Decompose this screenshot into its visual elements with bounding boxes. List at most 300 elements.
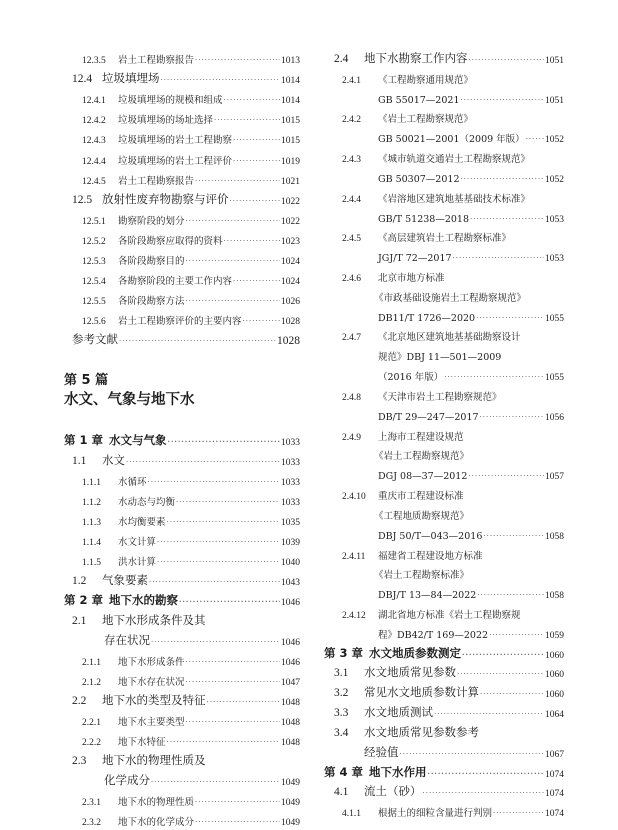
toc-entry[interactable] [64, 227, 300, 247]
toc-entry-title: 垃圾填埋场的岩土工程评价 [118, 155, 233, 167]
leader-dots [243, 315, 280, 327]
leader-dots [207, 696, 281, 708]
toc-entry-title: 《高层建筑岩土工程勘察标准》 [378, 233, 512, 245]
toc-entry-title: 垃圾填埋场的岩土工程勘察 [118, 135, 233, 147]
toc-entry[interactable] [324, 581, 564, 601]
toc-entry-title: 福建省工程建设地方标准 [378, 550, 483, 562]
toc-entry-page: 1056 [545, 412, 564, 423]
leader-dots [179, 596, 280, 608]
toc-entry-title: 《工程地质勘察规范》 [374, 510, 470, 522]
toc-entry-title: GB 50021—2001（2009 年版） [378, 134, 525, 146]
leader-dots [400, 748, 545, 760]
leader-dots [186, 255, 280, 267]
toc-entry-title: 北京市地方标准 [378, 273, 445, 285]
toc-entry-page: 1059 [545, 630, 564, 641]
toc-entry-number: 2.3.2 [82, 818, 101, 828]
toc-entry[interactable] [64, 648, 300, 668]
toc-entry-number: 12.4 [72, 73, 93, 86]
toc-entry-title: 地下水主要类型 [118, 717, 185, 728]
leader-dots [149, 576, 280, 588]
toc-entry[interactable] [324, 323, 564, 343]
toc-entry-number: 12.5 [72, 193, 93, 206]
toc-entry-title: DB/T 29—247—2017 [378, 411, 479, 423]
toc-entry-page: 1067 [545, 749, 564, 760]
toc-entry-number: 2.1 [72, 615, 87, 627]
toc-entry-title: 各阶段勘察目的 [118, 256, 185, 267]
toc-entry-number: 3.4 [334, 726, 349, 739]
leader-dots [126, 456, 280, 468]
toc-entry-number: 2.2.1 [82, 718, 101, 728]
toc-entry[interactable] [324, 621, 564, 641]
toc-entry-number: 12.4.3 [82, 136, 106, 147]
toc-entry-title: DBJ 50/T—043—2016 [378, 530, 483, 542]
toc-entry-number: 2.4.7 [342, 333, 361, 344]
toc-entry-page: 1060 [545, 650, 564, 661]
toc-entry[interactable] [324, 482, 564, 502]
toc-entry-page: 1033 [281, 438, 300, 448]
toc-entry-page: 1024 [281, 257, 300, 267]
toc-entry-title: 地下水作用 [369, 764, 427, 779]
toc-entry[interactable] [64, 267, 300, 287]
toc-entry-number: 2.4.2 [342, 115, 361, 126]
leader-dots [434, 708, 544, 720]
leader-dots [468, 470, 544, 482]
toc-entry-title: 地下水的类型及特征 [102, 693, 206, 707]
toc-entry-number: 1.1.4 [82, 538, 101, 548]
toc-entry-title: 地下水形成条件 [118, 657, 185, 668]
toc-entry[interactable] [64, 788, 300, 808]
toc-entry-page: 1074 [545, 769, 564, 780]
toc-entry-title: 放射性废弃物勘察与评价 [102, 191, 229, 206]
toc-entry-number: 2.4.10 [342, 492, 366, 503]
toc-entry-number: 12.5.5 [82, 297, 106, 308]
toc-entry-page: 1053 [545, 214, 564, 225]
toc-entry[interactable] [64, 448, 300, 468]
toc-entry-page: 1064 [545, 710, 564, 721]
toc-entry-number: 12.4.1 [82, 96, 106, 107]
toc-entry[interactable] [324, 185, 564, 205]
toc-entry[interactable] [64, 668, 300, 688]
toc-entry-number: 2.2.2 [82, 738, 101, 748]
leader-dots [151, 636, 280, 648]
toc-entry-title: 《城市轨道交通岩土工程勘察规范》 [378, 154, 531, 166]
toc-entry-page: 1052 [545, 174, 564, 185]
toc-entry[interactable] [64, 46, 300, 66]
leader-dots [233, 134, 280, 146]
toc-entry[interactable] [324, 403, 564, 423]
toc-entry[interactable] [324, 105, 564, 125]
toc-entry-title: 各阶段勘察方法 [118, 296, 185, 308]
leader-dots [423, 787, 545, 799]
leader-dots [186, 716, 280, 728]
toc-entry[interactable] [324, 86, 564, 106]
toc-entry-page: 1028 [281, 317, 300, 328]
toc-entry-title: 地下水形成条件及其 [102, 613, 206, 627]
toc-entry-title: 《市政基础设施岩土工程勘察规范》 [374, 292, 527, 304]
toc-entry-number: 3.1 [334, 667, 349, 680]
toc-entry-title: GB 55017—2021 [378, 94, 460, 106]
toc-entry-number: 12.3.5 [82, 56, 106, 66]
toc-entry-page: 1047 [281, 678, 300, 688]
toc-entry-title: 地下水的化学成分 [118, 817, 195, 828]
toc-entry[interactable] [324, 561, 564, 581]
toc-entry[interactable] [324, 304, 564, 324]
toc-entry[interactable] [64, 688, 300, 708]
toc-entry-number: 1.1 [72, 455, 87, 467]
toc-entry-title: DB11/T 1726—2020 [378, 312, 476, 324]
toc-entry-number: 第 3 章 [324, 645, 364, 660]
toc-entry-page: 1057 [545, 472, 564, 483]
leader-dots [176, 496, 280, 508]
toc-entry[interactable] [64, 327, 300, 347]
toc-entry-title: DGJ 08—37—2012 [378, 471, 468, 483]
toc-entry-title: 《岩土工程勘察规范》 [378, 114, 474, 126]
toc-entry-title: 存在状况 [104, 633, 150, 647]
leader-dots [167, 736, 280, 748]
toc-entry[interactable] [64, 428, 300, 448]
toc-entry[interactable] [324, 720, 564, 740]
toc-entry[interactable] [64, 106, 300, 126]
leader-dots [119, 335, 276, 347]
toc-entry-title: 《岩溶地区建筑地基基础技术标准》 [378, 193, 531, 205]
toc-entry[interactable] [324, 66, 564, 86]
toc-entry-title: 水文地质测试 [364, 705, 433, 720]
toc-entry-page: 1014 [281, 96, 300, 107]
leader-dots [480, 688, 544, 700]
toc-entry[interactable] [324, 423, 564, 443]
toc-entry-number: 1.1.5 [82, 558, 101, 568]
toc-entry-page: 1021 [281, 176, 300, 187]
toc-entry[interactable] [324, 363, 564, 383]
toc-entry-title: 各勘察阶段的主要工作内容 [118, 276, 233, 288]
toc-entry[interactable] [64, 247, 300, 267]
toc-entry-title: 气象要素 [102, 573, 148, 587]
leader-dots [444, 371, 544, 383]
toc-entry-title: 水文地质常见参数 [364, 665, 456, 680]
leader-dots [186, 656, 280, 668]
toc-entry[interactable] [64, 568, 300, 588]
toc-entry-number: 2.4.11 [342, 551, 366, 562]
toc-entry-title: 水文计算 [118, 537, 157, 548]
toc-entry[interactable] [324, 165, 564, 185]
toc-entry-page: 1046 [281, 658, 300, 668]
toc-entry[interactable] [324, 264, 564, 284]
toc-entry[interactable] [64, 768, 300, 788]
toc-entry-page: 1053 [545, 254, 564, 265]
leader-dots [224, 235, 280, 247]
toc-entry[interactable] [324, 502, 564, 522]
toc-entry-page: 1060 [545, 690, 564, 701]
toc-entry-page: 1055 [545, 313, 564, 324]
toc-entry-number: 3.3 [334, 707, 349, 720]
toc-entry[interactable] [324, 680, 564, 700]
toc-entry-title: 垃圾填埋场的场址选择 [118, 115, 214, 127]
toc-entry-number: 2.4.12 [342, 610, 366, 621]
toc-entry-title: 上海市工程建设规范 [378, 431, 464, 443]
leader-dots [161, 74, 281, 86]
toc-entry[interactable] [324, 660, 564, 680]
toc-entry-number: 3.2 [334, 687, 349, 700]
toc-entry[interactable] [324, 799, 564, 819]
toc-entry-page: 1043 [281, 578, 300, 588]
toc-entry-number: 2.1.1 [82, 658, 101, 668]
toc-entry-page: 1039 [281, 538, 300, 548]
toc-entry-number: 2.4 [334, 53, 349, 65]
toc-entry-number: 12.5.1 [82, 216, 106, 227]
toc-entry-title: 地下水勘察工作内容 [364, 51, 468, 65]
leader-dots [462, 649, 544, 661]
toc-entry-title: 水循环 [118, 477, 147, 488]
toc-entry-title: DBJ/T 13—84—2022 [378, 590, 477, 602]
toc-entry[interactable] [324, 205, 564, 225]
toc-entry-title: 流土（砂） [364, 784, 422, 799]
toc-entry-title: 常见水文地质参数计算 [364, 685, 479, 700]
toc-entry[interactable] [64, 588, 300, 608]
toc-entry-page: 1014 [281, 76, 300, 87]
toc-entry-number: 第 2 章 [64, 593, 104, 607]
toc-entry-title: 勘察阶段的划分 [118, 215, 185, 227]
toc-entry[interactable] [64, 548, 300, 568]
toc-entry[interactable] [324, 700, 564, 720]
toc-entry-number: 第 1 章 [64, 433, 104, 447]
leader-dots [186, 215, 280, 227]
leader-dots [151, 776, 280, 788]
toc-entry[interactable] [64, 207, 300, 227]
toc-entry-title: 洪水计算 [118, 557, 157, 568]
toc-entry-page: 1015 [281, 116, 300, 127]
toc-entry-page: 1074 [545, 809, 564, 820]
toc-entry-number: 2.3.1 [82, 798, 101, 808]
toc-entry[interactable] [324, 442, 564, 462]
toc-entry[interactable] [324, 343, 564, 363]
toc-entry-title: 地下水特征 [118, 737, 166, 748]
toc-entry-page: 1058 [545, 531, 564, 542]
part-title: 水文、气象与地下水 [64, 392, 195, 408]
leader-dots [461, 94, 545, 106]
toc-entry-title: 各阶段勘察应取得的资料 [118, 235, 223, 247]
leader-dots [457, 668, 544, 680]
leader-dots [489, 629, 544, 641]
toc-entry[interactable] [64, 728, 300, 748]
toc-entry[interactable] [324, 542, 564, 562]
toc-entry-title: 地下水存在状况 [118, 677, 185, 688]
toc-entry-number: 1.1.3 [82, 518, 101, 528]
toc-entry[interactable] [64, 147, 300, 167]
leader-dots [453, 252, 544, 264]
toc-entry-title: 地下水的物理性质及 [102, 753, 206, 767]
toc-entry-title: 岩土工程勘察报告 [118, 175, 195, 187]
toc-entry-title: 垃圾填埋场 [102, 71, 160, 86]
toc-entry-number: 12.4.2 [82, 116, 106, 127]
toc-entry-page: 1015 [281, 136, 300, 147]
leader-dots [233, 275, 280, 287]
toc-entry-number: 2.4.6 [342, 274, 361, 285]
leader-dots [168, 436, 280, 448]
toc-entry-number: 2.4.1 [342, 75, 361, 86]
leader-dots [476, 312, 544, 324]
leader-dots [195, 796, 280, 808]
toc-entry-page: 1058 [545, 591, 564, 602]
leader-dots [157, 536, 280, 548]
leader-dots [469, 54, 545, 66]
toc-entry[interactable] [64, 86, 300, 106]
toc-entry-page: 1048 [281, 718, 300, 728]
toc-entry[interactable] [64, 708, 300, 728]
toc-entry-number: 2.2 [72, 695, 87, 707]
toc-entry-page: 1019 [281, 156, 300, 167]
toc-entry-number: 2.4.9 [342, 432, 361, 443]
toc-entry[interactable] [64, 528, 300, 548]
toc-entry-page: 1022 [281, 216, 300, 227]
toc-entry[interactable] [324, 125, 564, 145]
toc-entry-title: 《岩土工程勘察标准》 [374, 570, 470, 582]
toc-entry[interactable] [64, 187, 300, 207]
toc-entry-number: 12.5.2 [82, 236, 106, 247]
toc-entry-page: 1051 [545, 56, 564, 66]
toc-entry[interactable] [64, 287, 300, 307]
toc-entry-number: 2.4.8 [342, 392, 361, 403]
leader-dots [195, 175, 280, 187]
toc-entry[interactable] [324, 522, 564, 542]
toc-entry-title: 岩土工程勘察评价的主要内容 [118, 316, 242, 328]
toc-entry-page: 1048 [281, 698, 300, 708]
leader-dots [186, 295, 280, 307]
toc-entry-title: 《工程勘察通用规范》 [378, 74, 474, 86]
toc-entry[interactable] [324, 601, 564, 621]
toc-entry[interactable] [324, 740, 564, 760]
toc-entry-page: 1046 [281, 638, 300, 648]
leader-dots [477, 589, 544, 601]
toc-entry[interactable] [64, 488, 300, 508]
toc-entry[interactable] [324, 284, 564, 304]
toc-entry-page: 1013 [281, 56, 300, 66]
toc-entry-title: 规范》DBJ 11—501—2009 [378, 352, 502, 364]
toc-entry-page: 1033 [281, 498, 300, 508]
toc-entry-page: 1048 [281, 738, 300, 748]
leader-dots [157, 556, 280, 568]
toc-entry-title: 《天津市岩土工程勘察规范》 [378, 391, 502, 403]
toc-entry-title: GB/T 51238—2018 [378, 213, 470, 225]
toc-entry-title: 湖北省地方标准《岩土工程勘察规 [378, 609, 521, 621]
toc-entry-number: 1.1.1 [82, 478, 101, 488]
toc-entry-title: 重庆市工程建设标准 [378, 491, 464, 503]
leader-dots [195, 816, 280, 828]
toc-entry-number: 1.2 [72, 575, 87, 587]
toc-entry[interactable] [324, 383, 564, 403]
toc-entry[interactable] [324, 462, 564, 482]
toc-entry[interactable] [324, 145, 564, 165]
leader-dots [233, 155, 280, 167]
leader-dots [470, 213, 544, 225]
toc-entry-title: 水均衡要素 [118, 517, 166, 528]
toc-entry[interactable] [64, 126, 300, 146]
toc-entry-title: 地下水的勘察 [109, 593, 179, 607]
toc-entry[interactable] [64, 66, 300, 86]
toc-entry[interactable] [64, 628, 300, 648]
toc-entry-page: 1074 [545, 789, 564, 800]
toc-entry[interactable] [64, 468, 300, 488]
toc-entry-title: 经验值 [364, 744, 399, 759]
toc-entry-number: 4.1.1 [342, 809, 361, 820]
toc-entry-number: 12.4.5 [82, 176, 106, 187]
toc-entry-title: 水文 [102, 453, 125, 467]
toc-entry[interactable] [64, 608, 300, 628]
toc-entry-page: 1024 [281, 277, 300, 288]
toc-entry[interactable] [324, 244, 564, 264]
toc-entry-title: 《北京地区建筑地基基础勘察设计 [378, 332, 521, 344]
toc-entry-title: 《岩土工程勘察规范》 [374, 451, 470, 463]
toc-entry-page: 1049 [281, 818, 300, 828]
part-label: 第 5 篇 [64, 373, 109, 388]
toc-entry[interactable] [324, 760, 564, 780]
toc-entry[interactable] [324, 641, 564, 661]
toc-entry-page: 1052 [545, 135, 564, 146]
toc-entry-title: 参考文献 [72, 332, 118, 347]
toc-entry[interactable] [64, 167, 300, 187]
toc-entry-number: 2.4.5 [342, 234, 361, 245]
toc-entry[interactable] [324, 779, 564, 799]
toc-entry-page: 1049 [281, 798, 300, 808]
toc-entry-page: 1055 [545, 373, 564, 384]
toc-entry-number: 第 4 章 [324, 764, 364, 779]
toc-entry-number: 12.5.6 [82, 317, 106, 328]
leader-dots [167, 516, 280, 528]
toc-entry-title: 程》DB42/T 169—2022 [378, 629, 489, 641]
leader-dots [224, 94, 280, 106]
toc-entry-page: 1046 [281, 598, 300, 608]
toc-entry-page: 1049 [281, 778, 300, 788]
toc-entry-number: 1.1.2 [82, 498, 101, 508]
toc-entry-page: 1035 [281, 518, 300, 528]
toc-entry-title: （2016 年版） [378, 372, 444, 384]
toc-entry-page: 1033 [281, 458, 300, 468]
toc-entry-number: 2.1.2 [82, 678, 101, 688]
toc-entry-title: 地下水的物理性质 [118, 797, 195, 808]
toc-entry[interactable] [64, 808, 300, 828]
toc-entry-title: 水文与气象 [109, 433, 167, 447]
toc-entry-title: 水文地质参数测定 [369, 645, 462, 660]
toc-entry-title: 根据土的细粒含量进行判别 [378, 808, 493, 820]
toc-entry[interactable] [324, 46, 564, 66]
toc-entry-page: 1060 [545, 670, 564, 681]
leader-dots [428, 768, 544, 780]
toc-entry[interactable] [324, 224, 564, 244]
toc-entry-page: 1033 [281, 478, 300, 488]
toc-entry-title: JGJ/T 72—2017 [378, 253, 452, 265]
toc-entry-title: 化学成分 [104, 773, 150, 787]
leader-dots [195, 54, 280, 66]
toc-entry-title: 垃圾填埋场的规模和组成 [118, 95, 223, 107]
leader-dots [480, 411, 544, 423]
leader-dots [483, 530, 544, 542]
toc-entry-title: GB 50307—2012 [378, 173, 460, 185]
toc-entry[interactable] [64, 748, 300, 768]
toc-entry-page: 1040 [281, 558, 300, 568]
toc-entry[interactable] [64, 508, 300, 528]
toc-entry-title: 岩土工程勘察报告 [118, 55, 195, 66]
toc-entry-page: 1022 [281, 196, 300, 207]
toc-entry[interactable] [64, 307, 300, 327]
toc-entry-number: 2.4.3 [342, 155, 361, 166]
leader-dots [148, 476, 280, 488]
toc-entry-number: 2.4.4 [342, 194, 361, 205]
leader-dots [186, 676, 280, 688]
toc-entry-page: 1023 [281, 236, 300, 247]
toc-entry-number: 12.5.3 [82, 257, 106, 267]
toc-entry-number: 12.4.4 [82, 156, 106, 167]
leader-dots [230, 195, 281, 207]
toc-entry-title: 水动态与均衡 [118, 497, 176, 508]
